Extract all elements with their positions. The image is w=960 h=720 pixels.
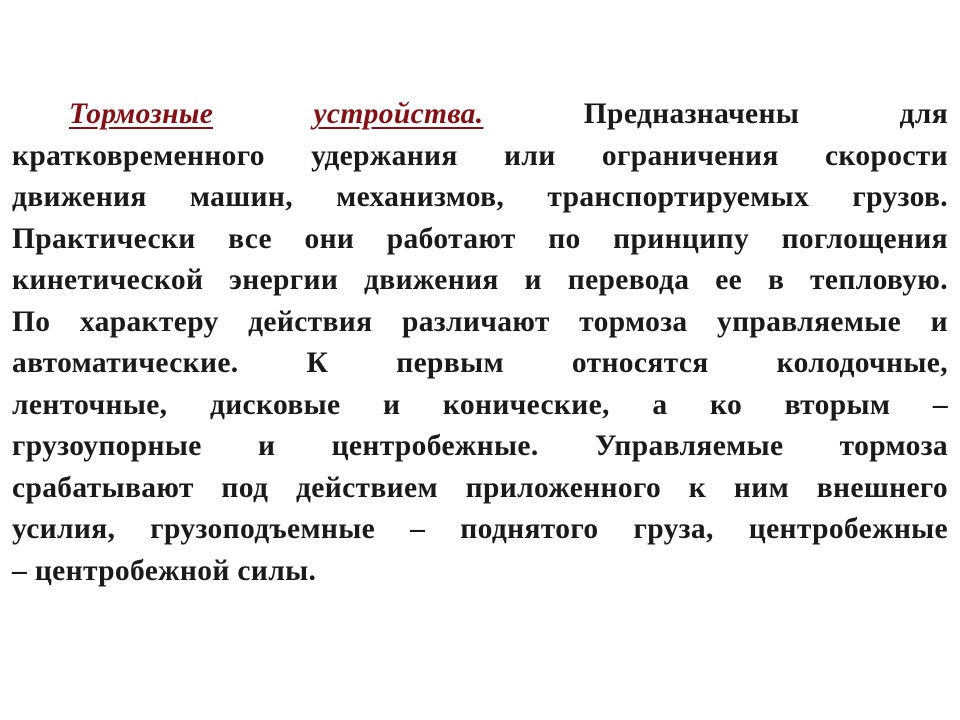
- word: колодочные,: [776, 347, 948, 379]
- word: машин,: [189, 181, 293, 213]
- paragraph-line-9: [12, 426, 948, 468]
- word: кратковременного: [12, 139, 265, 172]
- word: и: [524, 264, 542, 296]
- heading-word-2: устройства.: [313, 98, 484, 130]
- word: характеру: [79, 305, 219, 338]
- word: ним: [733, 471, 790, 504]
- word: груза,: [633, 513, 714, 545]
- word: тепловую.: [810, 264, 948, 296]
- word: ко: [710, 388, 743, 421]
- word: приложенного: [465, 471, 662, 504]
- word: поглощения: [781, 222, 948, 255]
- word: срабатывают: [12, 471, 194, 504]
- word: и: [257, 430, 276, 462]
- word: грузов.: [852, 181, 948, 213]
- word: ее: [715, 264, 743, 296]
- word: –: [932, 388, 948, 421]
- word: или: [503, 139, 556, 172]
- word: а: [652, 388, 668, 421]
- word: вторым: [784, 388, 891, 421]
- word: относятся: [571, 347, 709, 379]
- word: центробежные.: [331, 430, 539, 462]
- word: Практически: [12, 222, 196, 255]
- word: дисковые: [209, 388, 341, 421]
- word: грузоподъемные: [150, 513, 376, 545]
- word: кинетической: [12, 264, 204, 296]
- word: и: [383, 388, 401, 421]
- word: энергии: [229, 264, 339, 296]
- word: ограничения: [601, 139, 779, 172]
- paragraph-line-4: [12, 219, 948, 261]
- word: –: [410, 513, 426, 545]
- word: По: [12, 305, 51, 338]
- word: К: [306, 347, 329, 379]
- word: и: [930, 305, 948, 338]
- word: поднятого: [460, 513, 599, 545]
- word: грузоупорные: [12, 430, 202, 462]
- word: конические,: [442, 388, 610, 421]
- word: для: [899, 98, 948, 130]
- word: удержания: [311, 139, 458, 172]
- word: управляемые: [716, 305, 902, 338]
- word: все: [228, 222, 272, 255]
- paragraph-line-1: [12, 94, 948, 136]
- word: работают: [386, 222, 516, 255]
- paragraph-line-11: [12, 509, 948, 551]
- word: действием: [296, 471, 438, 504]
- paragraph-line-3: [12, 177, 948, 219]
- word: механизмов,: [336, 181, 505, 213]
- word: они: [304, 222, 355, 255]
- word: скорости: [824, 139, 948, 172]
- word: к: [688, 471, 707, 504]
- word: центробежные: [748, 513, 948, 545]
- paragraph-line-7: [12, 343, 948, 385]
- paragraph-line-2: [12, 136, 948, 178]
- word: под: [221, 471, 269, 504]
- paragraph-line-6: [12, 302, 948, 344]
- word: ленточные,: [12, 388, 168, 421]
- word: движения: [12, 181, 147, 213]
- paragraph: [12, 94, 948, 592]
- word: Управляемые: [594, 430, 784, 462]
- word: принципу: [613, 222, 750, 255]
- paragraph-line-10: [12, 468, 948, 510]
- word: транспортируемых: [547, 181, 810, 213]
- word: усилия,: [12, 513, 116, 545]
- word: действия: [248, 305, 373, 338]
- last-line-text: – центробежной силы.: [12, 554, 317, 587]
- word: перевода: [567, 264, 690, 296]
- word: движения: [364, 264, 499, 296]
- paragraph-line-8: [12, 385, 948, 427]
- heading-word-1: Тормозные: [69, 98, 214, 130]
- word: первым: [396, 347, 504, 379]
- paragraph-line-12: [12, 551, 948, 593]
- word: в: [767, 264, 785, 296]
- word: тормоза: [579, 305, 688, 338]
- word: внешнего: [816, 471, 948, 504]
- word: Предназначены: [583, 98, 800, 130]
- word: по: [548, 222, 581, 255]
- paragraph-line-5: [12, 260, 948, 302]
- word: автоматические.: [12, 347, 239, 379]
- word: тормоза: [839, 430, 948, 462]
- word: различают: [401, 305, 550, 338]
